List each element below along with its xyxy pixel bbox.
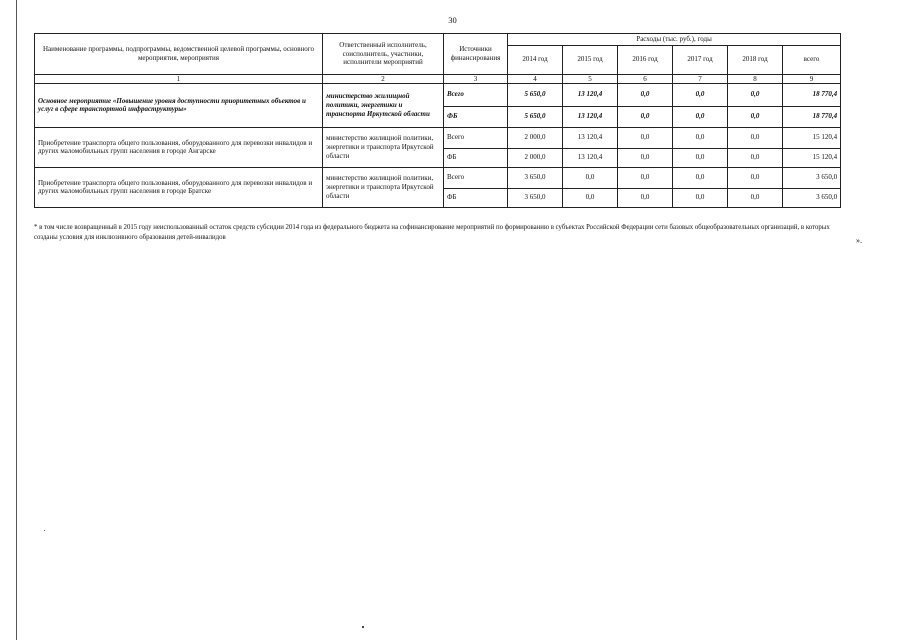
funding-source: Всего	[444, 127, 508, 148]
total-cell: 3 650,0	[783, 188, 841, 207]
column-number: 3	[444, 74, 508, 83]
amount-cell: 2 000,0	[508, 148, 563, 167]
amount-cell: 0,0	[618, 188, 673, 207]
scan-speck	[44, 530, 45, 531]
amount-cell: 13 120,4	[563, 83, 618, 106]
table-row	[35, 167, 841, 188]
amount-cell: 13 120,4	[563, 106, 618, 127]
funding-source: Всего	[444, 167, 508, 188]
activity-executor: министерство жилищной политики, энергетики и транспорта Иркутской области	[323, 167, 444, 207]
amount-cell: 0,0	[673, 106, 728, 127]
funding-source: Всего	[444, 83, 508, 106]
page-number: 30	[448, 15, 457, 25]
amount-cell: 0,0	[728, 127, 783, 148]
column-number: 4	[508, 74, 563, 83]
amount-cell: 0,0	[728, 167, 783, 188]
page-edge-line	[16, 0, 17, 640]
column-number: 2	[323, 74, 444, 83]
header-year: 2015 год	[563, 45, 618, 74]
header-name-col: Наименование программы, подпрограммы, ведомственной целевой программы, основного мероприятия, мероприятия	[35, 34, 323, 75]
total-cell: 15 120,4	[783, 148, 841, 167]
header-expenses-group: Расходы (тыс. руб.), годы	[508, 34, 841, 46]
amount-cell: 0,0	[618, 127, 673, 148]
amount-cell: 3 650,0	[508, 188, 563, 207]
amount-cell: 0,0	[618, 106, 673, 127]
amount-cell: 0,0	[563, 188, 618, 207]
activity-executor: министерство жилищной политики, энергетики и транспорта Иркутской области	[323, 127, 444, 167]
total-cell: 15 120,4	[783, 127, 841, 148]
column-number: 8	[728, 74, 783, 83]
header-year: 2017 год	[673, 45, 728, 74]
budget-table	[34, 33, 841, 208]
amount-cell: 0,0	[728, 106, 783, 127]
amount-cell: 3 650,0	[508, 167, 563, 188]
amount-cell: 0,0	[728, 83, 783, 106]
funding-source: ФБ	[444, 148, 508, 167]
total-cell: 18 770,4	[783, 83, 841, 106]
amount-cell: 5 650,0	[508, 106, 563, 127]
activity-executor: министерство жилищной политики, энергетики и транспорта Иркутской области	[323, 83, 444, 127]
amount-cell: 0,0	[673, 127, 728, 148]
amount-cell: 0,0	[728, 148, 783, 167]
amount-cell: 0,0	[618, 148, 673, 167]
table-row	[35, 127, 841, 148]
amount-cell: 0,0	[728, 188, 783, 207]
activity-name: Основное мероприятие «Повышение уровня доступности приоритетных объектов и услуг в сфере транспортной инфраструктуры»	[35, 83, 323, 127]
amount-cell: 0,0	[673, 83, 728, 106]
amount-cell: 13 120,4	[563, 148, 618, 167]
total-cell: 3 650,0	[783, 167, 841, 188]
amount-cell: 0,0	[563, 167, 618, 188]
footnote: * в том числе возвращенный в 2015 году неиспользованный остаток средств субсидии 2014 года из федерального бюджета на софинансирование мероприятий по формированию в субъектах Российской Федерации сети базовых общеобразовательных организаций, в которых созданы условия для инклюзивного образования детей-инвалидов	[34, 224, 830, 241]
column-number: 1	[35, 74, 323, 83]
column-number: 7	[673, 74, 728, 83]
column-number: 6	[618, 74, 673, 83]
header-year: 2018 год	[728, 45, 783, 74]
header-total: всего	[783, 45, 841, 74]
column-number: 5	[563, 74, 618, 83]
header-executor-col: Ответственный исполнитель, соисполнитель, участники, исполнители мероприятий	[323, 34, 444, 75]
closing-quote: ».	[856, 236, 862, 245]
amount-cell: 0,0	[618, 83, 673, 106]
column-number-row	[35, 74, 841, 83]
amount-cell: 5 650,0	[508, 83, 563, 106]
column-number: 9	[783, 74, 841, 83]
activity-name: Приобретение транспорта общего пользования, оборудованного для перевозки инвалидов и других маломобильных групп населения в городе Ангарске	[35, 127, 323, 167]
scan-speck	[362, 626, 364, 628]
funding-source: ФБ	[444, 188, 508, 207]
amount-cell: 0,0	[673, 148, 728, 167]
total-cell: 18 770,4	[783, 106, 841, 127]
amount-cell: 0,0	[673, 167, 728, 188]
header-source-col: Источники финансирования	[444, 34, 508, 75]
header-year: 2014 год	[508, 45, 563, 74]
table-row	[35, 83, 841, 106]
funding-source: ФБ	[444, 106, 508, 127]
header-year: 2016 год	[618, 45, 673, 74]
amount-cell: 13 120,4	[563, 127, 618, 148]
amount-cell: 0,0	[673, 188, 728, 207]
amount-cell: 0,0	[618, 167, 673, 188]
amount-cell: 2 000,0	[508, 127, 563, 148]
activity-name: Приобретение транспорта общего пользования, оборудованного для перевозки инвалидов и других маломобильных групп населения в городе Братске	[35, 167, 323, 207]
